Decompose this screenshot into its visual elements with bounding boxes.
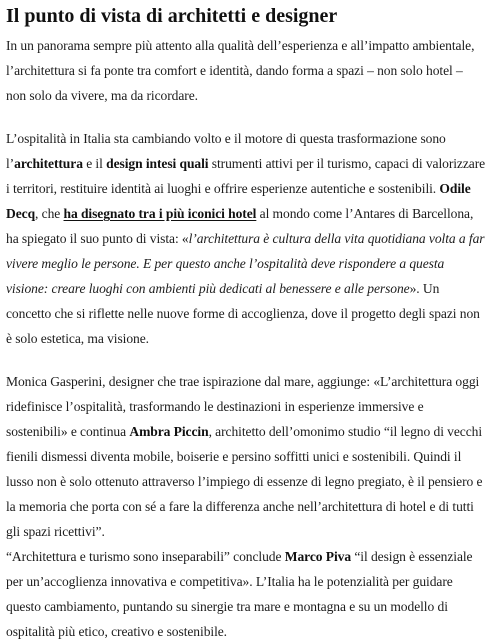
text-span: Monica Gasperini, designer che trae ispirazione dal mare, aggiunge: «L’architettura oggi ridefinisce l’ospitalità, trasformando le destinazioni in esperienze immersive e sostenibili» e continua [6, 374, 480, 439]
article [0, 4, 494, 644]
paragraph-ospitalita [6, 126, 486, 351]
paragraph-gasperini [6, 369, 486, 544]
text-span: ». Un concetto che si riflette nelle nuove forme di accoglienza, dove il progetto degli spazi non è solo estetica, ma visione. [6, 281, 480, 346]
text-span: al mondo come l’Antares di Barcellona, ha spiegato il suo punto di vista: « [6, 206, 474, 246]
bold-architettura: architettura [14, 156, 83, 171]
iconic-hotels-link[interactable]: ha disegnato tra i più iconici hotel [63, 206, 257, 221]
text-span: , architetto dell’omonimo studio “il legno di vecchi fienili dismessi diventa mobile, boiserie e persino soffitti unici e sostenibili. Quindi il lusso non è solo ottenuto attraverso l’impiego di essenze di legno pregiato, è il pensiero e la memoria che porta con sé a fare la differenza anche nell’architettura di hotel e di tutti gli spazi ricettivi”. [6, 424, 483, 539]
bold-design: design intesi quali [106, 156, 209, 171]
text-span: , che [35, 206, 64, 221]
bold-odile-decq: Odile Decq [6, 181, 471, 221]
text-span: e il [82, 156, 107, 171]
text-span: L’ospitalità in Italia sta cambiando volto e il motore di questa trasformazione sono l’ [6, 131, 446, 171]
text-span: strumenti attivi per il turismo, capaci di valorizzare i territori, restituire identità ai luoghi e offrire esperienze autentiche e sostenibili. [6, 156, 486, 196]
decq-quote: l’architettura è cultura della vita quotidiana volta a far vivere meglio le persone. E per questo anche l’ospitalità deve rispondere a questa visione: creare luoghi con ambienti più dedicati al benessere e alle persone [6, 231, 485, 296]
bold-ambra-piccin: Ambra Piccin [129, 424, 209, 439]
intro-paragraph: In un panorama sempre più attento alla qualità dell’esperienza e all’impatto ambientale, l’architettura si fa ponte tra comfort e identità, dando forma a spazi – non solo hotel – non solo da vivere, ma da ricordare. [6, 38, 475, 103]
paragraph-piva [6, 544, 486, 644]
section-heading: Il punto di vista di architetti e designer [6, 5, 338, 27]
text-span: “Architettura e turismo sono inseparabili” conclude [6, 549, 285, 564]
bold-marco-piva: Marco Piva [284, 549, 352, 564]
text-span: “il design è essenziale per un’accoglienza innovativa e competitiva». L’Italia ha le potenzialità per guidare questo cambiamento, puntando su sinergie tra mare e montagna e su un modello di ospitalità più etico, creativo e sostenibile. [6, 549, 473, 639]
